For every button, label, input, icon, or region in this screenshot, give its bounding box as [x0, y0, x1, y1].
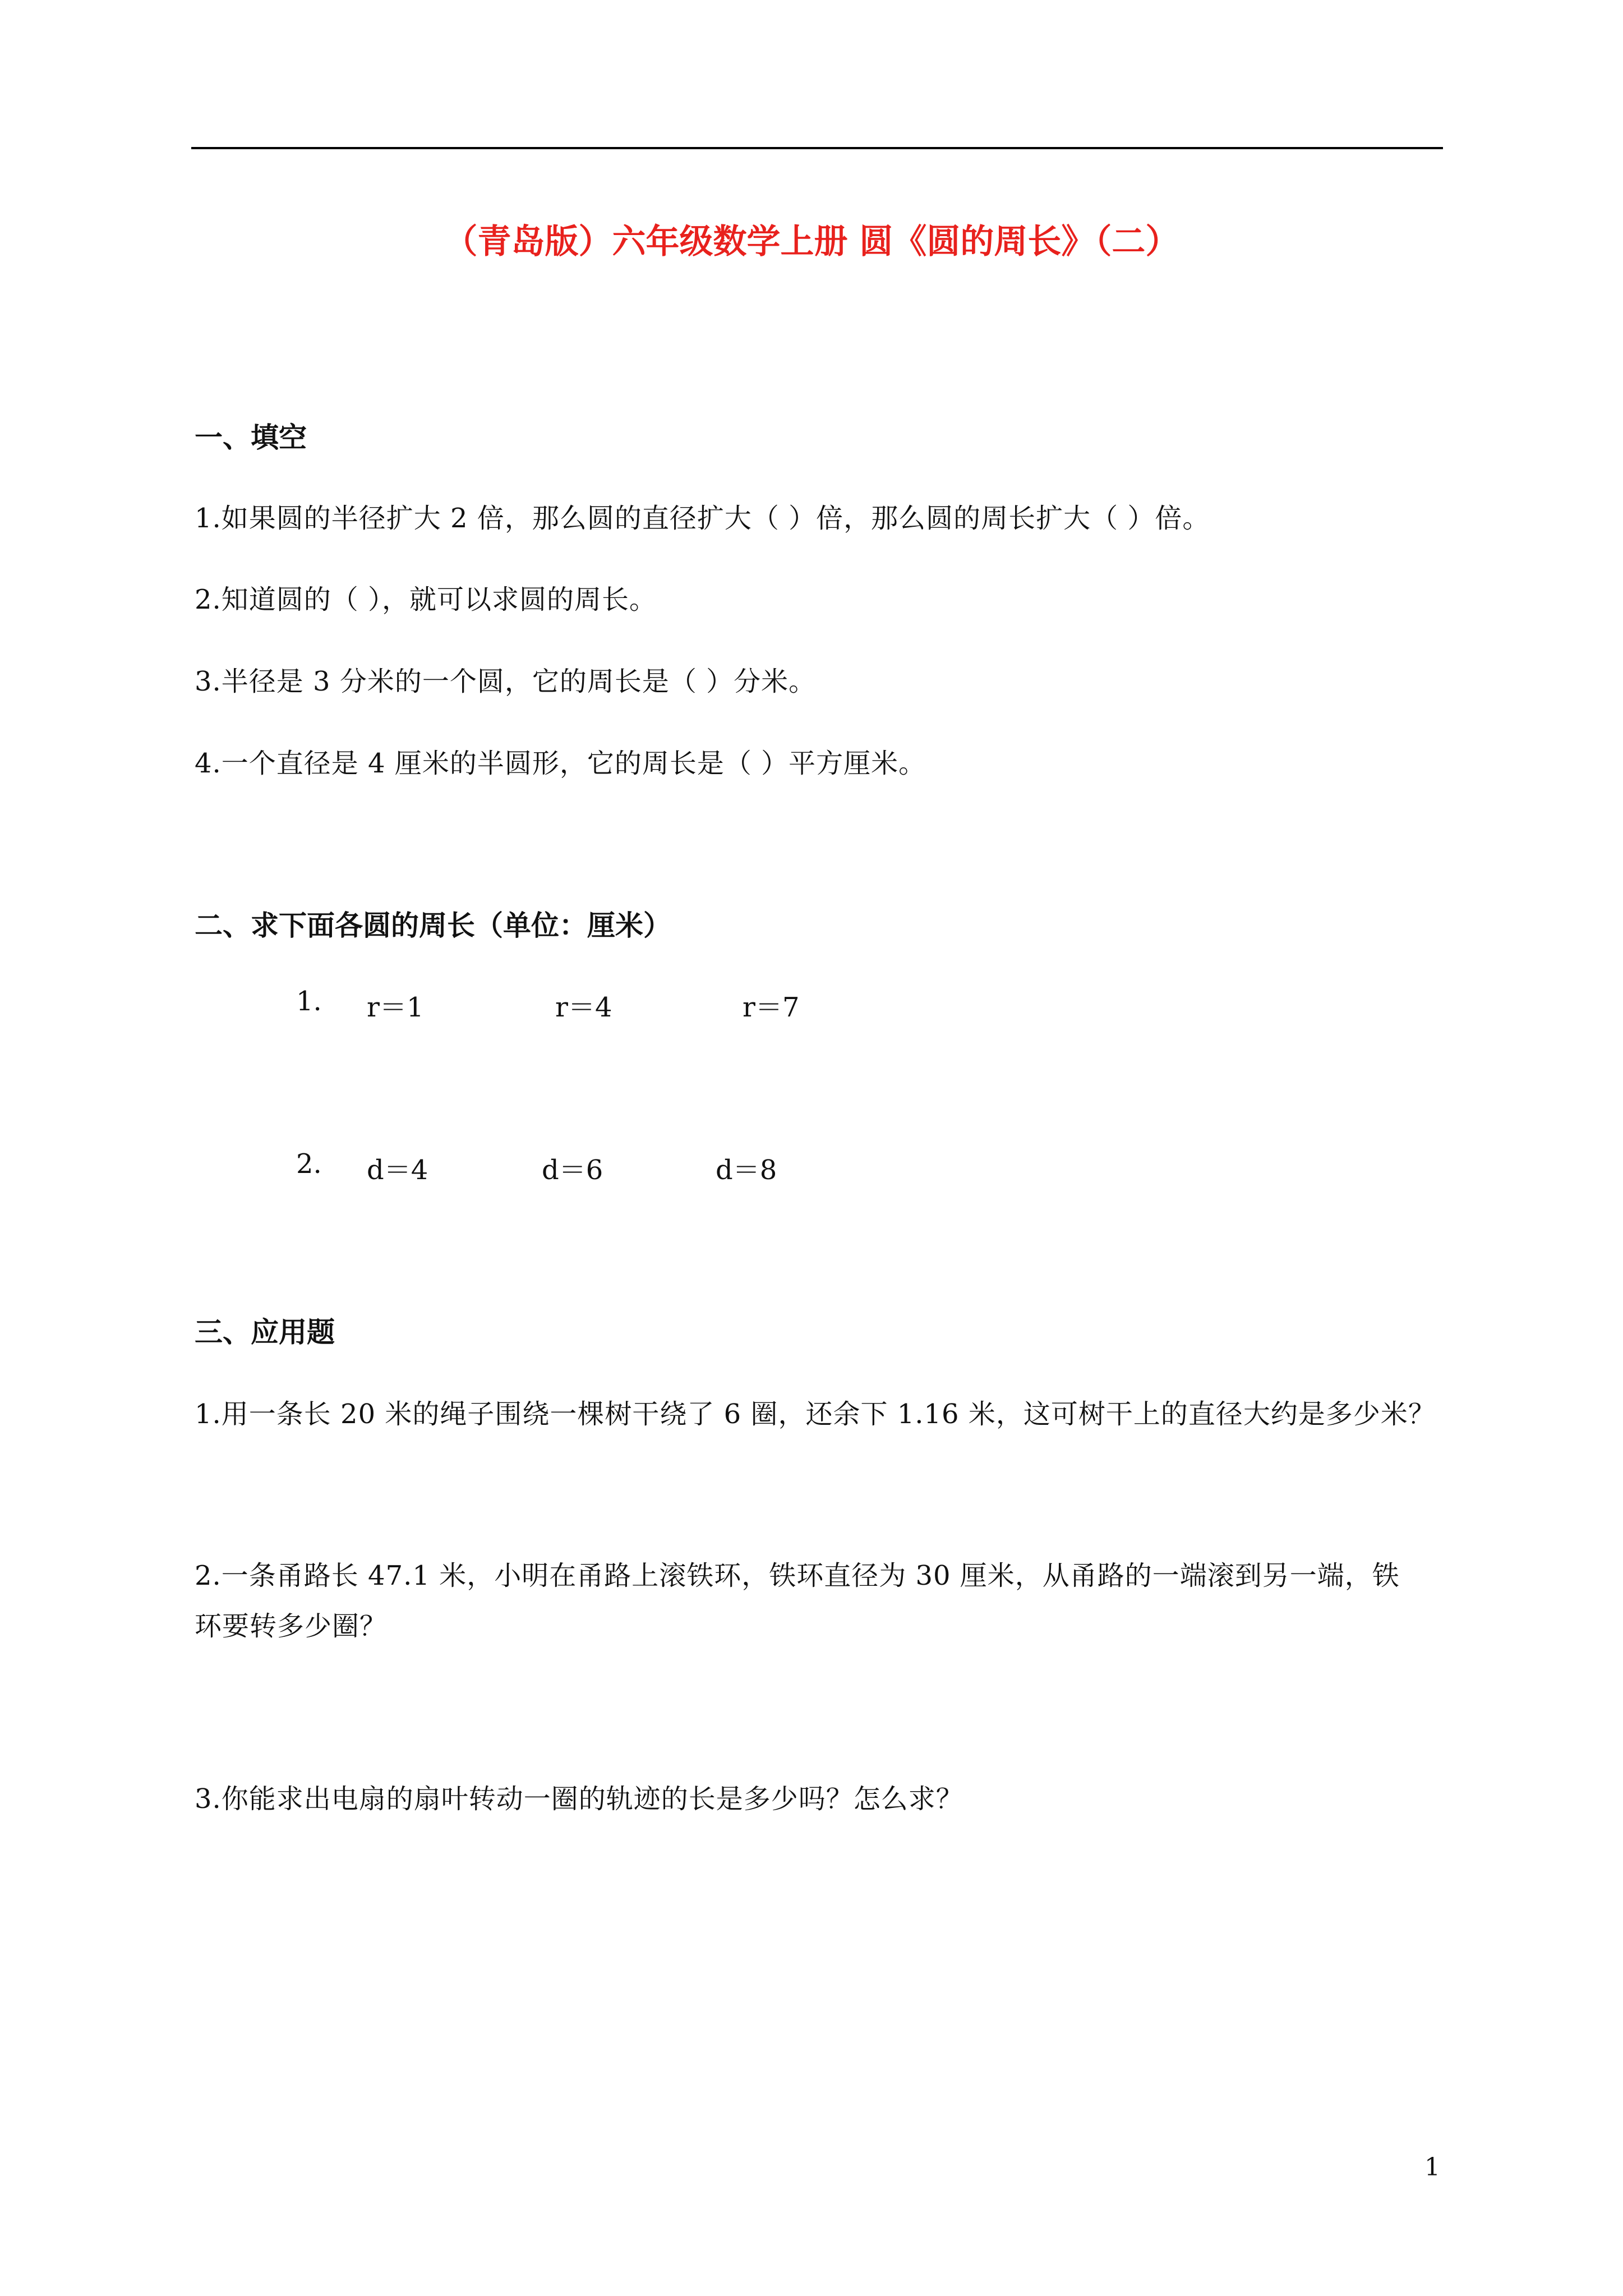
- word-problem-2-continued: 环要转多少圈？: [195, 1611, 388, 1642]
- circle-given-value: d＝4: [367, 1154, 428, 1186]
- question-1-3: 3.半径是 3 分米的一个圆，它的周长是（ ）分米。: [195, 666, 817, 697]
- question-1-4: 4.一个直径是 4 厘米的半圆形，它的周长是（ ）平方厘米。: [195, 748, 926, 779]
- circle-given-value: r＝4: [555, 992, 612, 1023]
- circle-given-value: d＝8: [716, 1154, 777, 1186]
- page-title: （青岛版）六年级数学上册 圆《圆的周长》（二）: [444, 222, 1179, 261]
- page-number: 1: [1424, 2153, 1440, 2182]
- question-1-2: 2.知道圆的（ ），就可以求圆的周长。: [195, 584, 657, 615]
- circle-given-value: d＝6: [542, 1154, 603, 1186]
- circle-given-value: r＝7: [743, 992, 800, 1023]
- section-heading-fill-blank: 一、填空: [195, 421, 307, 454]
- header-rule: [191, 147, 1443, 149]
- row-label: 2.: [296, 1148, 322, 1180]
- row-label: 1.: [296, 986, 322, 1017]
- circle-given-value: r＝1: [367, 992, 424, 1023]
- word-problem-2: 2.一条甬路长 47.1 米，小明在甬路上滚铁环，铁环直径为 30 厘米，从甬路的一端滚到另一端，铁: [195, 1560, 1400, 1591]
- question-1-1: 1.如果圆的半径扩大 2 倍，那么圆的直径扩大（ ）倍，那么圆的周长扩大（ ）倍。: [195, 503, 1210, 534]
- word-problem-3: 3.你能求出电扇的扇叶转动一圈的轨迹的长是多少吗？怎么求？: [195, 1783, 963, 1815]
- section-heading-word-problems: 三、应用题: [195, 1316, 335, 1349]
- section-heading-circumference: 二、求下面各圆的周长（单位：厘米）: [195, 909, 671, 942]
- word-problem-1: 1.用一条长 20 米的绳子围绕一棵树干绕了 6 圈，还余下 1.16 米，这可树干上的直径大约是多少米？: [195, 1398, 1436, 1430]
